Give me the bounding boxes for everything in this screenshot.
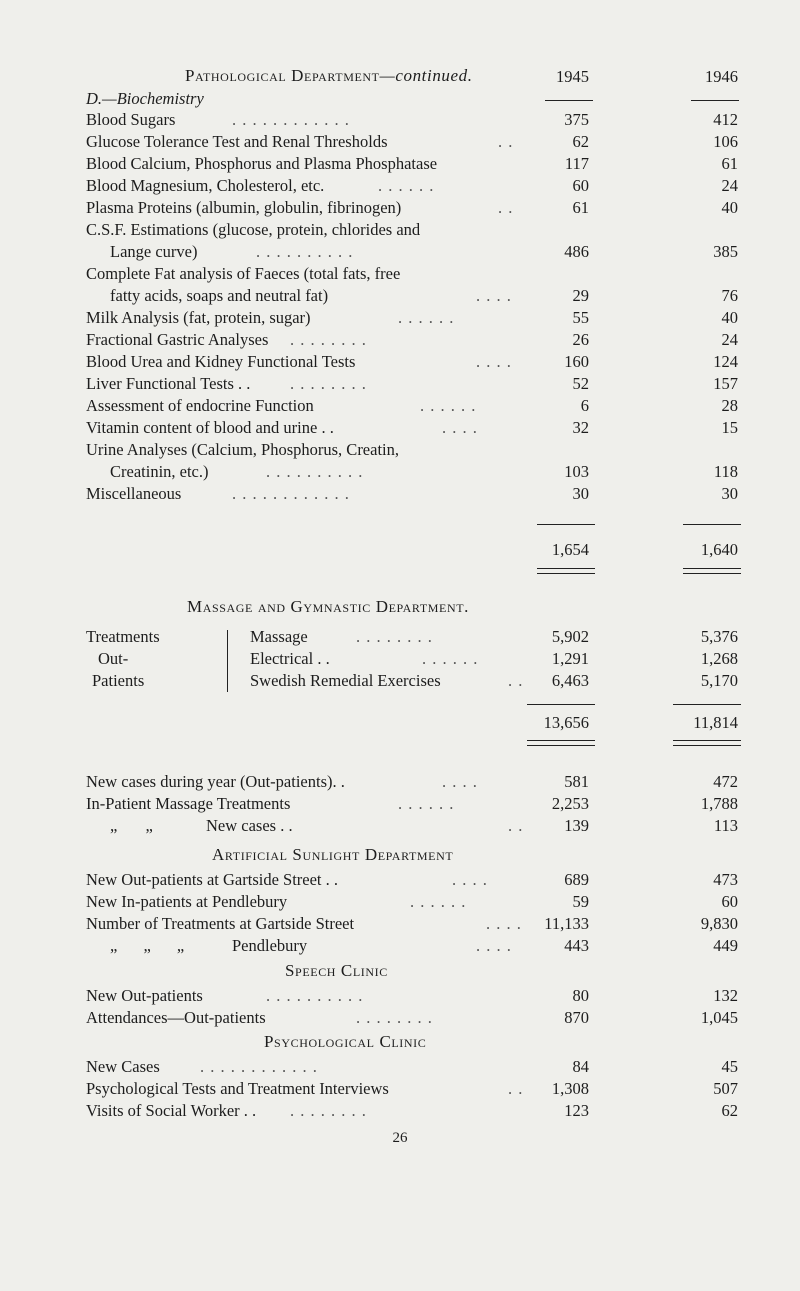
row-label-continued: fatty acids, soaps and neutral fat) bbox=[110, 286, 329, 305]
massage-total-row bbox=[0, 713, 800, 733]
row-label: Attendances—Out-patients bbox=[86, 1008, 266, 1027]
row-label: Vitamin content of blood and urine . . bbox=[86, 418, 334, 437]
row-label: Assessment of endocrine Function bbox=[86, 396, 314, 415]
page-number: 26 bbox=[392, 1130, 408, 1146]
value-1945: 117 bbox=[564, 154, 589, 173]
value-1945: 6 bbox=[580, 396, 589, 415]
table-row: Vitamin content of blood and urine . . . . . . 32 15 bbox=[86, 418, 738, 437]
value-1945: 139 bbox=[564, 816, 589, 835]
total-1946: 1,640 bbox=[700, 540, 738, 559]
value-1945: 1,308 bbox=[551, 1079, 589, 1098]
row-label: Pendlebury bbox=[232, 936, 308, 955]
section-heading-biochemistry: D.—Biochemistry bbox=[86, 89, 204, 108]
row-label: Blood Magnesium, Cholesterol, etc. bbox=[86, 176, 325, 195]
year-1945-header: 1945 bbox=[556, 67, 589, 86]
side-label-treatments: Treatments bbox=[86, 627, 160, 646]
value-1946: 385 bbox=[713, 242, 738, 261]
value-1946: 124 bbox=[713, 352, 738, 371]
value-1946: 40 bbox=[721, 308, 738, 327]
table-row: New In-patients at Pendlebury . . . . . . 59 60 bbox=[86, 892, 738, 911]
table-row bbox=[0, 440, 800, 460]
value-1945: 61 bbox=[572, 198, 589, 217]
biochem-heading-row bbox=[0, 89, 800, 109]
value-1946: 118 bbox=[713, 462, 738, 481]
section-heading-sunlight: Artificial Sunlight Department bbox=[212, 845, 454, 864]
double-rule-1946 bbox=[683, 568, 741, 574]
value-1946: 157 bbox=[713, 374, 738, 393]
row-label-continued: Creatinin, etc.) bbox=[110, 462, 209, 481]
value-1946: 15 bbox=[721, 418, 738, 437]
table-row-continued: Lange curve) . . . . . . . . . . 486 385 bbox=[110, 242, 738, 261]
table-row: Psychological Tests and Treatment Interviews . . 1,308 507 bbox=[86, 1079, 738, 1098]
value-1945: 375 bbox=[564, 110, 589, 129]
table-row: New Cases . . . . . . . . . . . . 84 45 bbox=[86, 1057, 738, 1076]
continued-label: —continued. bbox=[379, 66, 473, 85]
value-1945: 1,291 bbox=[551, 649, 589, 668]
value-1945: 30 bbox=[572, 484, 589, 503]
value-1946: 40 bbox=[721, 198, 738, 217]
col1-header-rule bbox=[545, 100, 593, 101]
row-label: Electrical . . bbox=[250, 649, 330, 668]
table-row: „ „ „ Pendlebury . . . . 443 449 bbox=[110, 936, 738, 955]
value-1946: 1,045 bbox=[700, 1008, 738, 1027]
row-label: New In-patients at Pendlebury bbox=[86, 892, 288, 911]
value-1945: 581 bbox=[564, 772, 589, 791]
row-label: Urine Analyses (Calcium, Phosphorus, Creatin, bbox=[86, 440, 400, 459]
value-1946: 45 bbox=[721, 1057, 738, 1076]
row-label: Miscellaneous bbox=[86, 484, 182, 503]
value-1945: 2,253 bbox=[551, 794, 589, 813]
value-1945: 160 bbox=[564, 352, 589, 371]
total-rule-1945 bbox=[527, 704, 595, 705]
total-1946: 11,814 bbox=[693, 713, 738, 732]
value-1945: 6,463 bbox=[551, 671, 589, 690]
table-row: „ „ New cases . . . . 139 113 bbox=[110, 816, 738, 835]
value-1946: 412 bbox=[713, 110, 738, 129]
side-label-out: Out- bbox=[98, 649, 129, 668]
table-row: Number of Treatments at Gartside Street . . . . 11,133 9,830 bbox=[86, 914, 738, 933]
section-heading-speech: Speech Clinic bbox=[285, 961, 388, 980]
table-row: Milk Analysis (fat, protein, sugar) . . . . . . 55 40 bbox=[86, 308, 738, 327]
row-label: Swedish Remedial Exercises bbox=[250, 671, 441, 690]
row-label: Blood Calcium, Phosphorus and Plasma Phosphatase bbox=[86, 154, 438, 173]
total-rule-1945 bbox=[537, 524, 595, 525]
table-row: New cases during year (Out-patients). . . . . . 581 472 bbox=[86, 772, 738, 791]
table-row: Attendances—Out-patients . . . . . . . . 870 1,045 bbox=[86, 1008, 738, 1027]
table-row bbox=[0, 264, 800, 284]
table-row: New Out-patients at Gartside Street . . . . . . 689 473 bbox=[86, 870, 738, 889]
row-label: New Out-patients bbox=[86, 986, 203, 1005]
row-label: Milk Analysis (fat, protein, sugar) bbox=[86, 308, 311, 327]
value-1945: 52 bbox=[572, 374, 589, 393]
table-row bbox=[0, 220, 800, 240]
value-1945: 443 bbox=[564, 936, 589, 955]
value-1946: 5,376 bbox=[700, 627, 738, 646]
value-1945: 870 bbox=[564, 1008, 589, 1027]
row-label: Plasma Proteins (albumin, globulin, fibrinogen) bbox=[86, 198, 402, 217]
row-label: Liver Functional Tests . . bbox=[86, 374, 251, 393]
total-rule-1946 bbox=[683, 524, 741, 525]
value-1946: 132 bbox=[713, 986, 738, 1005]
value-1946: 473 bbox=[713, 870, 738, 889]
value-1945: 103 bbox=[564, 462, 589, 481]
double-rule-1945 bbox=[527, 740, 595, 746]
double-rule-1946 bbox=[673, 740, 741, 746]
row-label: Blood Urea and Kidney Functional Tests bbox=[86, 352, 356, 371]
row-label: New cases during year (Out-patients). . bbox=[86, 772, 345, 791]
row-label: Number of Treatments at Gartside Street bbox=[86, 914, 355, 933]
table-row: In-Patient Massage Treatments . . . . . . 2,253 1,788 bbox=[86, 794, 738, 813]
value-1946: 472 bbox=[713, 772, 738, 791]
value-1946: 24 bbox=[721, 176, 738, 195]
value-1946: 507 bbox=[713, 1079, 738, 1098]
value-1945: 11,133 bbox=[544, 914, 589, 933]
row-label: Fractional Gastric Analyses bbox=[86, 330, 269, 349]
table-row-continued: Creatinin, etc.) . . . . . . . . . . 103 118 bbox=[110, 462, 738, 481]
total-1945: 13,656 bbox=[543, 713, 589, 732]
value-1945: 123 bbox=[564, 1101, 589, 1120]
value-1945: 689 bbox=[564, 870, 589, 889]
department-title: Pathological Department bbox=[185, 66, 380, 85]
value-1945: 55 bbox=[572, 308, 589, 327]
row-label: Complete Fat analysis of Faeces (total fats, free bbox=[86, 264, 401, 283]
value-1946: 1,788 bbox=[700, 794, 738, 813]
row-label: New cases . . bbox=[206, 816, 293, 835]
table-row: Miscellaneous . . . . . . . . . . . . 30 30 bbox=[86, 484, 738, 503]
table-row: Blood Sugars . . . . . . . . . . . . 375 412 bbox=[86, 110, 738, 129]
table-row: Visits of Social Worker . . . . . . . . . . 123 62 bbox=[86, 1101, 738, 1120]
row-label: New Cases bbox=[86, 1057, 160, 1076]
row-label: Blood Sugars bbox=[86, 110, 176, 129]
value-1946: 24 bbox=[721, 330, 738, 349]
table-row: Plasma Proteins (albumin, globulin, fibrinogen) . . 61 40 bbox=[86, 198, 738, 217]
table-row: Electrical . . . . . . . . 1,291 1,268 bbox=[250, 649, 738, 668]
row-label-continued: Lange curve) bbox=[110, 242, 198, 261]
value-1945: 59 bbox=[572, 892, 589, 911]
table-row: Massage . . . . . . . . 5,902 5,376 bbox=[250, 627, 738, 646]
col2-header-rule bbox=[691, 100, 739, 101]
row-label: New Out-patients at Gartside Street . . bbox=[86, 870, 339, 889]
year-header-row bbox=[0, 67, 800, 87]
value-1946: 61 bbox=[721, 154, 738, 173]
value-1946: 449 bbox=[713, 936, 738, 955]
row-label: Massage bbox=[250, 627, 308, 646]
table-row: Assessment of endocrine Function . . . . . . 6 28 bbox=[86, 396, 738, 415]
year-1946-header: 1946 bbox=[705, 67, 738, 86]
value-1945: 84 bbox=[572, 1057, 589, 1076]
biochem-total-row bbox=[0, 540, 800, 560]
table-row: New Out-patients . . . . . . . . . . 80 132 bbox=[86, 986, 738, 1005]
value-1946: 76 bbox=[721, 286, 738, 305]
total-rule-1946 bbox=[673, 704, 741, 705]
value-1946: 9,830 bbox=[700, 914, 738, 933]
value-1945: 62 bbox=[572, 132, 589, 151]
value-1946: 1,268 bbox=[700, 649, 738, 668]
table-row: Swedish Remedial Exercises . . 6,463 5,170 bbox=[250, 671, 738, 690]
table-row: Fractional Gastric Analyses . . . . . . . . 26 24 bbox=[86, 330, 738, 349]
value-1945: 486 bbox=[564, 242, 589, 261]
row-label: In-Patient Massage Treatments bbox=[86, 794, 291, 813]
table-row-continued: fatty acids, soaps and neutral fat) . . . . 29 76 bbox=[110, 286, 738, 305]
table-row bbox=[0, 154, 800, 174]
value-1945: 26 bbox=[572, 330, 589, 349]
value-1946: 60 bbox=[721, 892, 738, 911]
ditto-marks: „ „ „ bbox=[110, 936, 185, 955]
ditto-marks: „ „ bbox=[110, 816, 153, 835]
row-label: Psychological Tests and Treatment Interviews bbox=[86, 1079, 389, 1098]
value-1945: 5,902 bbox=[551, 627, 589, 646]
value-1945: 29 bbox=[572, 286, 589, 305]
row-label: Visits of Social Worker . . bbox=[86, 1101, 257, 1120]
value-1945: 60 bbox=[572, 176, 589, 195]
value-1946: 62 bbox=[721, 1101, 738, 1120]
double-rule-1945 bbox=[537, 568, 595, 574]
table-row: Liver Functional Tests . . . . . . . . . . 52 157 bbox=[86, 374, 738, 393]
value-1945: 32 bbox=[572, 418, 589, 437]
value-1945: 80 bbox=[572, 986, 589, 1005]
table-row: Blood Magnesium, Cholesterol, etc. . . . . . . 60 24 bbox=[86, 176, 738, 195]
table-row: Glucose Tolerance Test and Renal Thresholds . . 62 106 bbox=[86, 132, 738, 151]
section-heading-psychological: Psychological Clinic bbox=[264, 1032, 427, 1051]
table-row: Blood Urea and Kidney Functional Tests . . . . 160 124 bbox=[86, 352, 738, 371]
row-label: Glucose Tolerance Test and Renal Thresholds bbox=[86, 132, 388, 151]
total-1945: 1,654 bbox=[551, 540, 589, 559]
row-label: C.S.F. Estimations (glucose, protein, chlorides and bbox=[86, 220, 421, 239]
value-1946: 28 bbox=[721, 396, 738, 415]
value-1946: 113 bbox=[713, 816, 738, 835]
value-1946: 106 bbox=[713, 132, 738, 151]
value-1946: 30 bbox=[721, 484, 738, 503]
section-heading-massage: Massage and Gymnastic Department. bbox=[187, 597, 469, 616]
side-label-patients: Patients bbox=[92, 671, 145, 690]
value-1946: 5,170 bbox=[700, 671, 738, 690]
